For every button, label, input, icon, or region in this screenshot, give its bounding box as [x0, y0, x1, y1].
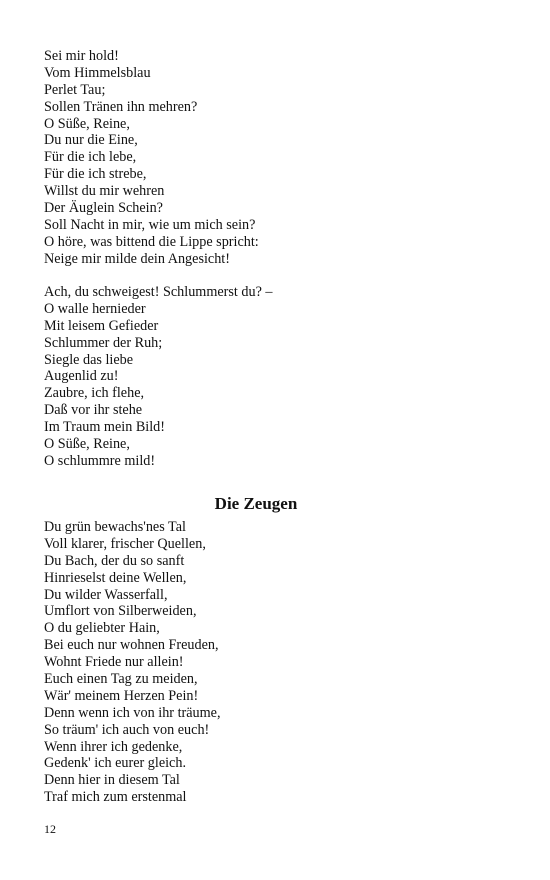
- verse-line: Wär' meinem Herzen Pein!: [44, 687, 199, 704]
- stanza-1: [44, 48, 259, 268]
- verse-line: Perlet Tau;: [44, 81, 106, 98]
- verse-line: Wohnt Friede nur allein!: [44, 654, 184, 671]
- verse-line: Denn wenn ich von ihr träume,: [44, 704, 221, 721]
- verse-line: Siegle das liebe: [44, 351, 134, 368]
- verse-line: Voll klarer, frischer Quellen,: [44, 535, 206, 552]
- verse-line: Sei mir hold!: [44, 48, 119, 64]
- verse-line: So träum' ich auch von euch!: [44, 721, 210, 738]
- verse-line: Mit leisem Gefieder: [44, 317, 159, 334]
- verse-line: Zaubre, ich flehe,: [44, 385, 145, 402]
- poem-title: Die Zeugen: [214, 494, 298, 513]
- verse-line: Schlummer der Ruh;: [44, 334, 163, 351]
- verse-line: Neige mir milde dein Angesicht!: [44, 250, 230, 267]
- stanza-2: [44, 284, 273, 470]
- verse-line: O höre, was bittend die Lippe spricht:: [44, 233, 259, 250]
- verse-line: Für die ich strebe,: [44, 166, 147, 183]
- verse-line: Soll Nacht in mir, wie um mich sein?: [44, 216, 256, 233]
- verse-line: Gedenk' ich eurer gleich.: [44, 755, 186, 772]
- verse-line: Sollen Tränen ihn mehren?: [44, 98, 198, 115]
- verse-line: Für die ich lebe,: [44, 149, 137, 166]
- verse-line: Daß vor ihr stehe: [44, 402, 143, 419]
- verse-line: Du nur die Eine,: [44, 132, 138, 149]
- verse-line: Denn hier in diesem Tal: [44, 772, 180, 789]
- verse-line: Du grün bewachs'nes Tal: [44, 519, 186, 535]
- verse-line: Wenn ihrer ich gedenke,: [44, 738, 183, 755]
- verse-line: O Süße, Reine,: [44, 115, 130, 132]
- verse-line: O schlummre mild!: [44, 452, 156, 469]
- verse-line: Der Äuglein Schein?: [44, 200, 163, 217]
- verse-line: O du geliebter Hain,: [44, 620, 160, 637]
- verse-line: Willst du mir wehren: [44, 183, 165, 200]
- verse-line: Vom Himmelsblau: [44, 64, 151, 81]
- verse-line: Bei euch nur wohnen Freuden,: [44, 637, 219, 654]
- verse-line: Umflort von Silberweiden,: [44, 603, 197, 620]
- page-number: 12: [44, 822, 56, 836]
- verse-line: Du wilder Wasserfall,: [44, 586, 168, 603]
- verse-line: Traf mich zum erstenmal: [44, 789, 187, 806]
- verse-line: Euch einen Tag zu meiden,: [44, 671, 198, 688]
- verse-line: O Süße, Reine,: [44, 436, 130, 453]
- verse-line: Ach, du schweigest! Schlummerst du? –: [44, 284, 273, 300]
- verse-line: O walle hernieder: [44, 300, 146, 317]
- verse-line: Augenlid zu!: [44, 368, 119, 385]
- verse-line: Im Traum mein Bild!: [44, 419, 165, 436]
- verse-line: Hinrieselst deine Wellen,: [44, 569, 187, 586]
- verse-line: Du Bach, der du so sanft: [44, 552, 185, 569]
- stanza-3: [44, 519, 221, 806]
